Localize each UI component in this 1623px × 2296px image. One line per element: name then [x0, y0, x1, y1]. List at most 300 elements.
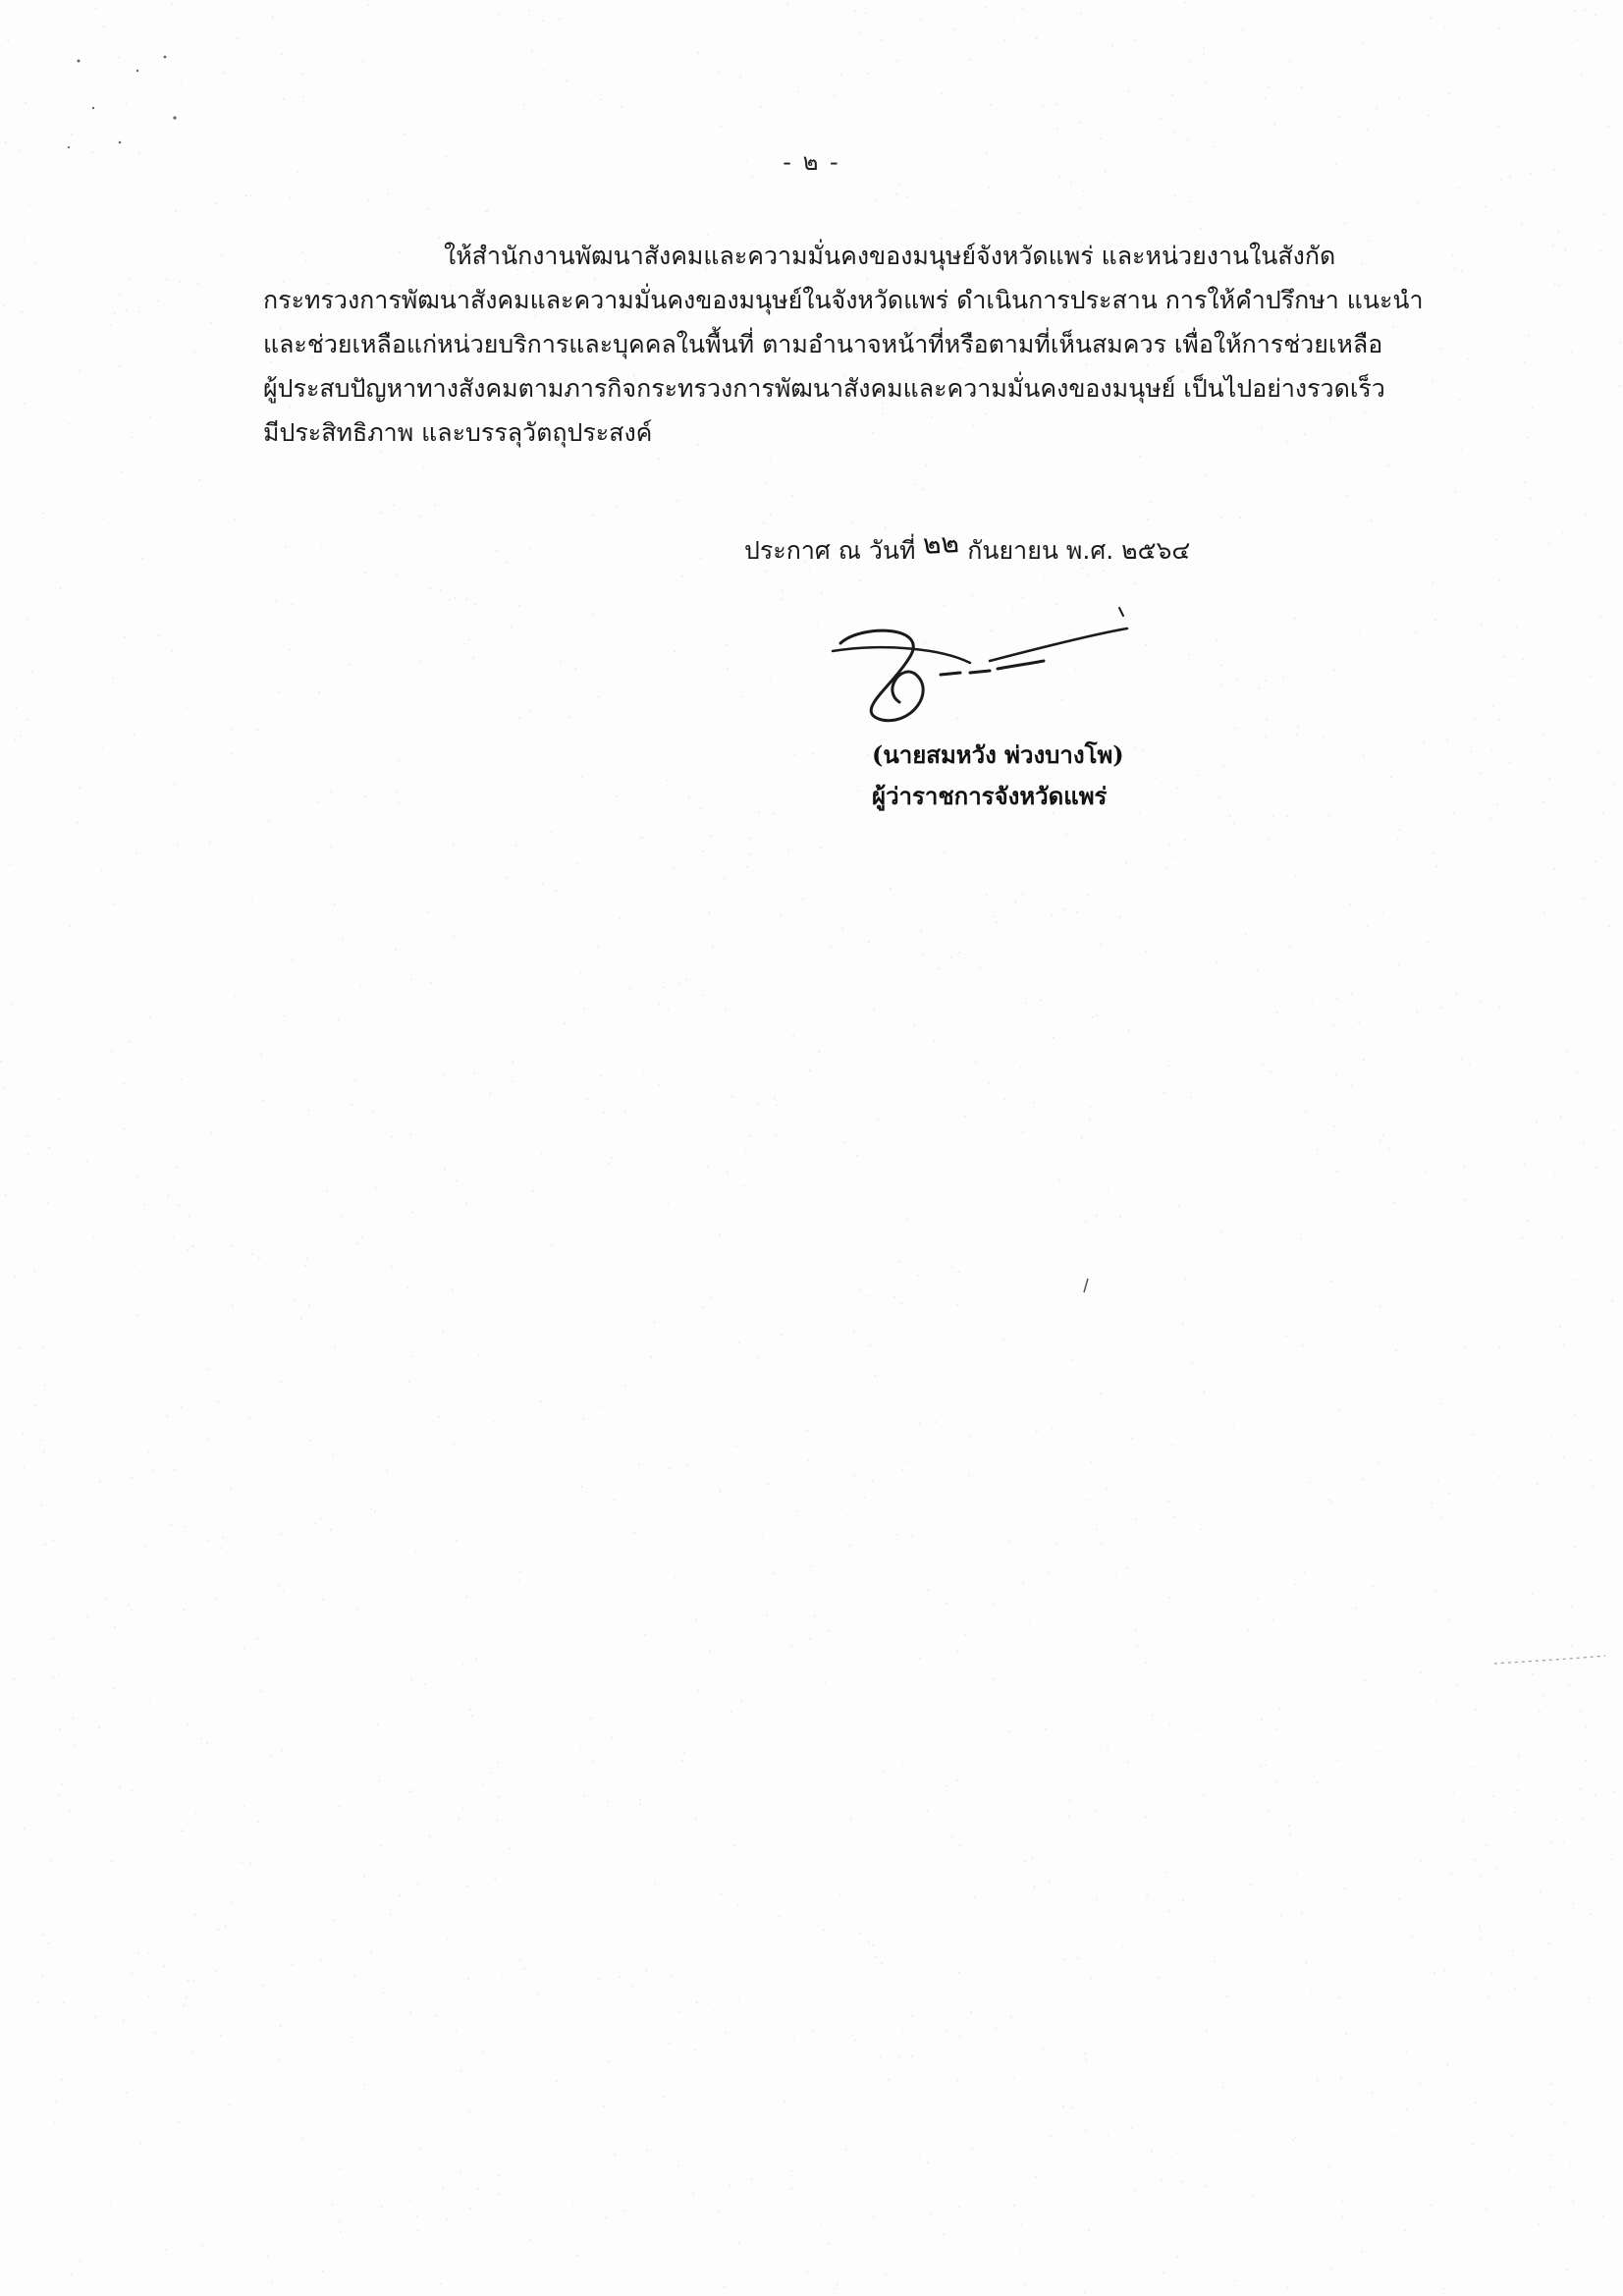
scan-speck: [1035, 37, 1037, 39]
scan-speck: [667, 1009, 669, 1011]
scan-speck: [1171, 94, 1173, 96]
scan-speck: [1620, 342, 1622, 344]
scan-speck: [688, 797, 690, 799]
scan-speck: [1276, 1728, 1278, 1730]
scan-speck: [738, 2242, 740, 2244]
scan-speck: [61, 2079, 63, 2081]
scan-speck: [275, 601, 277, 603]
scan-speck: [1420, 1671, 1422, 1673]
scan-speck: [1282, 677, 1284, 679]
scan-speck: [859, 580, 861, 582]
scan-speck: [1057, 128, 1059, 130]
scan-speck: [404, 134, 406, 136]
scan-speck: [114, 903, 116, 905]
scan-speck: [469, 1709, 471, 1711]
scan-speck: [1393, 1202, 1395, 1204]
scan-speck: [86, 1615, 88, 1617]
scan-speck: [1031, 1857, 1033, 1859]
scan-speck: [730, 2185, 731, 2187]
scan-speck: [518, 1581, 520, 1583]
scan-speck: [195, 1812, 197, 1814]
scan-speck: [843, 1141, 845, 1143]
scan-speck: [285, 546, 287, 548]
scan-speck: [750, 838, 752, 840]
scan-speck: [416, 2215, 418, 2217]
scan-speck: [232, 1902, 234, 1904]
scan-speck: [442, 2187, 444, 2189]
scan-speck: [1498, 579, 1500, 581]
scan-speck: [419, 661, 421, 663]
scan-speck: [989, 188, 991, 190]
scan-speck: [1542, 735, 1544, 737]
scan-speck: [232, 1245, 234, 1247]
scan-speck: [1399, 830, 1401, 832]
scan-speck: [1295, 876, 1297, 878]
scan-speck: [440, 2283, 442, 2285]
scan-speck: [219, 235, 221, 237]
scan-speck: [1474, 1859, 1476, 1861]
scan-speck: [176, 7, 178, 9]
scan-speck: [1475, 719, 1477, 721]
scan-speck: [1261, 1766, 1263, 1768]
scan-speck: [1080, 13, 1082, 15]
scan-speck: [387, 193, 389, 195]
scan-speck: [175, 210, 177, 212]
scan-speck: [167, 1195, 169, 1197]
scan-speck: [979, 967, 981, 969]
scan-speck: [465, 1597, 467, 1599]
scan-speck: [37, 2002, 39, 2004]
scan-speck: [151, 1470, 153, 1472]
body-line: และช่วยเหลือแก่หน่วยบริการและบุคคลในพื้นที่ ตามอำนาจหน้าที่หรือตามที่เห็นสมควร เพื่อให้การช่วยเหลือ: [263, 330, 1383, 358]
scan-speck: [158, 634, 160, 636]
scan-speck: [695, 1618, 697, 1620]
scan-speck: [787, 4, 789, 6]
scan-speck: [1204, 1392, 1206, 1394]
scan-speck: [634, 1532, 636, 1534]
scan-speck: [829, 1630, 831, 1632]
scan-speck: [74, 1745, 76, 1747]
scan-speck: [1498, 1476, 1500, 1478]
scan-speck: [964, 1116, 966, 1118]
scan-speck: [1480, 1929, 1482, 1931]
scan-speck: [179, 1204, 181, 1206]
scan-speck: [417, 2230, 419, 2232]
scan-speck: [109, 2201, 111, 2203]
scan-speck: [543, 70, 545, 72]
scan-speck: [1242, 29, 1244, 31]
scan-speck: [1138, 813, 1140, 815]
scan-speck: [941, 93, 943, 95]
scan-speck: [69, 423, 71, 425]
scan-speck: [1190, 61, 1192, 63]
scan-speck: [387, 1470, 389, 1472]
scan-speck: [257, 1822, 259, 1824]
scan-speck: [429, 587, 431, 589]
scan-speck: [615, 2155, 617, 2157]
scan-speck: [1347, 495, 1349, 497]
scan-speck: [791, 495, 793, 497]
scan-speck: [880, 2056, 882, 2058]
scan-speck: [302, 74, 304, 76]
scan-speck: [902, 2029, 904, 2031]
scan-speck: [1089, 1500, 1091, 1502]
scan-speck: [210, 1132, 212, 1134]
scan-speck: [1448, 1493, 1450, 1495]
scan-speck: [415, 1552, 417, 1554]
scan-speck: [958, 1972, 960, 1974]
announcement-date: [744, 528, 1190, 572]
scan-speck: [1331, 1281, 1333, 1283]
scan-speck: [719, 1234, 721, 1236]
scan-speck: [260, 1690, 262, 1692]
scan-speck: [587, 1492, 589, 1494]
scan-speck: [695, 1818, 697, 1820]
scan-speck: [1539, 2223, 1541, 2225]
scan-speck: [1168, 1597, 1170, 1599]
scan-speck: [821, 592, 823, 594]
scan-speck: [1135, 2190, 1137, 2192]
scan-speck: [362, 61, 364, 63]
scan-speck: [101, 747, 103, 749]
scan-speck: [1328, 1500, 1330, 1502]
scan-speck: [456, 1180, 458, 1182]
scan-speck: [380, 1845, 382, 1847]
scan-speck: [919, 1658, 921, 1660]
scan-speck: [885, 2273, 887, 2275]
scan-speck: [417, 1884, 419, 1886]
scan-speck: [1215, 1961, 1217, 1963]
scan-speck: [1532, 408, 1534, 410]
scan-speck: [990, 104, 992, 106]
scan-speck: [971, 2011, 973, 2013]
scan-speck: [134, 734, 135, 736]
scan-speck: [598, 696, 600, 698]
scan-speck: [1247, 1629, 1249, 1631]
scan-speck: [149, 416, 151, 418]
scan-speck: [334, 903, 336, 905]
scan-speck: [595, 93, 597, 95]
scan-speck: [624, 1111, 626, 1113]
scan-speck: [1555, 1819, 1557, 1821]
scan-speck: [180, 1830, 182, 1831]
scan-speck: [784, 2101, 786, 2103]
scan-speck: [192, 1245, 194, 1247]
scan-speck: [124, 1128, 126, 1130]
scan-speck: [1548, 1942, 1550, 1944]
scan-speck: [455, 2030, 457, 2032]
scan-speck: [428, 911, 430, 913]
scan-speck: [727, 668, 729, 670]
scan-speck: [1453, 1793, 1455, 1795]
scan-speck: [819, 1051, 821, 1053]
scan-speck: [125, 1830, 127, 1831]
scan-speck: [1342, 2216, 1344, 2218]
scan-speck: [854, 10, 856, 12]
scan-speck: [600, 1075, 602, 1077]
scan-speck: [935, 1421, 937, 1423]
scan-speck: [282, 1590, 284, 1592]
scan-mark: [1078, 1277, 1094, 1296]
scan-speck: [1566, 1051, 1568, 1053]
scan-speck: [1481, 1002, 1483, 1004]
scan-speck: [1290, 1833, 1292, 1835]
scan-speck: [1111, 45, 1113, 47]
scan-speck: [3, 1087, 5, 1089]
scan-speck: [1475, 1709, 1477, 1711]
scan-speck: [1456, 1684, 1458, 1686]
scan-speck: [1608, 126, 1610, 128]
scan-speck: [1196, 1727, 1198, 1729]
scan-speck: [1330, 2269, 1332, 2270]
scan-speck: [1185, 1278, 1187, 1280]
scan-speck: [220, 2035, 222, 2037]
scan-speck: [452, 1289, 454, 1291]
scan-speck: [1513, 1950, 1515, 1952]
scan-speck: [322, 2270, 324, 2272]
scan-speck: [706, 2003, 708, 2005]
scan-speck: [1498, 1007, 1500, 1009]
scan-speck: [1020, 2223, 1022, 2225]
scan-speck: [927, 1810, 929, 1812]
scan-speck: [1434, 1972, 1435, 1974]
scan-speck: [1317, 1782, 1319, 1784]
scan-speck: [1590, 1460, 1592, 1462]
scan-speck: [1388, 1148, 1390, 1150]
scan-speck: [138, 311, 140, 313]
scan-speck: [1173, 1516, 1175, 1518]
scan-speck: [769, 678, 771, 680]
scan-speck: [1270, 1071, 1271, 1073]
scan-speck: [462, 1808, 464, 1810]
scan-speck: [1305, 1111, 1307, 1113]
scan-speck: [408, 1381, 410, 1383]
scan-speck: [1570, 2163, 1572, 2165]
scan-speck: [643, 1073, 645, 1075]
scan-speck: [725, 1009, 727, 1011]
scan-speck: [139, 2142, 141, 2144]
scan-speck: [958, 2207, 960, 2209]
scan-speck: [1551, 313, 1553, 315]
scan-speck: [148, 1451, 150, 1453]
scan-speck: [569, 717, 571, 719]
scan-speck: [1089, 1120, 1091, 1121]
scan-speck: [232, 753, 234, 755]
scan-speck: [136, 1176, 138, 1178]
scan-speck: [1488, 1996, 1490, 1998]
scan-speck: [440, 589, 442, 591]
scan-speck: [1524, 1164, 1526, 1166]
scan-speck: [1436, 1701, 1438, 1703]
scan-speck: [1085, 1222, 1087, 1224]
scan-speck: [865, 13, 867, 15]
scan-speck: [48, 1942, 50, 1944]
scan-speck: [920, 20, 922, 22]
scan-speck: [1543, 912, 1545, 914]
scan-speck: [318, 801, 320, 803]
scan-speck: [813, 753, 815, 755]
scan-speck: [750, 853, 752, 855]
scan-speck: [702, 850, 704, 852]
scan-speck: [523, 1968, 525, 1970]
page-number: - ๒ -: [783, 148, 840, 176]
scan-speck: [478, 2188, 480, 2190]
scan-speck: [677, 2011, 679, 2013]
scan-speck: [469, 2208, 471, 2210]
scan-speck: [267, 2256, 269, 2258]
scan-speck: [1536, 1121, 1538, 1123]
scan-speck: [294, 1300, 296, 1302]
scan-speck: [1311, 1990, 1313, 1992]
scan-speck: [654, 1883, 656, 1885]
scan-speck: [323, 1599, 325, 1601]
scan-speck: [1245, 934, 1247, 936]
scan-speck: [498, 1796, 500, 1798]
scan-speck: [1185, 840, 1187, 842]
scan-speck: [1496, 803, 1498, 805]
scan-speck: [132, 1790, 134, 1792]
scan-speck: [374, 1510, 376, 1512]
scan-speck: [538, 1994, 540, 1995]
scan-speck: [1286, 816, 1288, 818]
scan-speck: [99, 1481, 101, 1483]
scan-speck: [523, 104, 525, 106]
scan-speck: [1096, 1215, 1098, 1217]
scan-speck: [1042, 106, 1044, 108]
scan-speck: [40, 1440, 42, 1442]
scan-speck: [282, 53, 284, 55]
scan-speck: [851, 2035, 853, 2037]
scan-speck: [1097, 1529, 1099, 1531]
scan-speck: [271, 1756, 273, 1758]
scan-speck: [1600, 250, 1602, 251]
scan-speck: [1114, 1573, 1116, 1575]
scan-speck: [232, 1305, 234, 1307]
scan-speck: [954, 28, 956, 30]
scan-speck: [711, 836, 713, 838]
scan-speck: [676, 500, 678, 502]
scan-speck: [988, 1082, 990, 1084]
scan-speck: [1163, 1092, 1165, 1094]
scan-speck: [1453, 812, 1455, 814]
scan-speck: [792, 2040, 794, 2042]
scan-speck: [1468, 358, 1470, 360]
scan-speck: [1503, 656, 1505, 658]
scan-speck: [0, 1061, 2, 1063]
scan-speck: [1580, 1711, 1582, 1713]
scan-speck: [743, 1185, 745, 1187]
scan-speck: [468, 639, 470, 641]
scan-speck: [867, 754, 869, 756]
scan-speck: [1563, 1456, 1565, 1458]
scan-speck: [410, 978, 412, 980]
scan-speck: [1238, 2128, 1240, 2130]
scan-speck: [1053, 1037, 1055, 1039]
scan-speck: [709, 1651, 711, 1653]
scan-speck: [1176, 2256, 1178, 2258]
scan-speck: [1463, 1199, 1465, 1201]
scan-speck: [509, 1848, 511, 1850]
date-day: ๒๒: [922, 526, 961, 561]
scan-speck: [1177, 2153, 1179, 2155]
scan-speck: [876, 1956, 878, 1958]
scan-speck: [111, 1051, 113, 1053]
scan-speck: [1288, 1826, 1290, 1828]
scan-speck: [601, 99, 603, 101]
scan-speck: [1152, 1715, 1154, 1717]
scan-speck: [968, 1474, 970, 1476]
scan-speck: [1140, 456, 1142, 458]
scan-speck: [86, 1161, 88, 1163]
scan-speck: [217, 1929, 219, 1931]
scan-speck: [1585, 898, 1587, 900]
scan-speck: [364, 795, 366, 797]
scan-speck: [875, 199, 877, 201]
scan-speck: [1425, 1170, 1427, 1172]
scan-speck: [1292, 2140, 1294, 2142]
scan-speck: [181, 1078, 183, 1080]
scan-speck: [1549, 2187, 1551, 2189]
scan-speck: [1013, 2205, 1015, 2207]
scan-speck: [7, 39, 9, 41]
scan-speck: [450, 599, 452, 601]
scan-speck: [738, 1342, 740, 1344]
scan-speck: [1143, 749, 1145, 751]
scan-speck: [1146, 1897, 1148, 1899]
scan-speck: [530, 2239, 532, 2241]
scan-speck: [334, 1919, 336, 1921]
body-line: กระทรวงการพัฒนาสังคมและความมั่นคงของมนุษย์ในจังหวัดแพร่ ดำเนินการประสาน การให้คำปรึกษา แนะนำ: [263, 286, 1424, 314]
scan-speck: [113, 1687, 115, 1689]
scan-speck: [418, 2148, 420, 2150]
scan-speck: [465, 1202, 467, 1204]
scan-speck: [62, 1783, 64, 1785]
scan-speck: [964, 1634, 966, 1636]
scan-speck: [975, 1062, 977, 1064]
scan-speck: [576, 2255, 578, 2257]
scan-speck: [992, 1678, 994, 1680]
scan-speck: [1585, 514, 1587, 516]
scan-speck: [580, 972, 582, 974]
scan-speck: [320, 1959, 322, 1961]
scan-speck: [444, 1073, 446, 1075]
scan-speck: [1012, 19, 1014, 21]
scan-speck: [1265, 1765, 1267, 1767]
scan-speck: [742, 696, 744, 698]
scan-speck: [851, 521, 853, 523]
scan-speck: [1444, 26, 1446, 27]
scan-speck: [170, 1524, 172, 1526]
scan-speck: [56, 2102, 58, 2104]
scan-speck: [560, 661, 562, 663]
scan-speck: [487, 209, 489, 211]
scan-speck: [707, 1166, 709, 1168]
scan-speck: [581, 776, 583, 778]
scan-speck: [397, 791, 399, 793]
scan-speck: [814, 1615, 816, 1617]
scan-speck: [1518, 1756, 1520, 1758]
scan-speck: [410, 1679, 412, 1681]
scan-speck: [957, 1651, 959, 1653]
scan-speck: [340, 1216, 342, 1218]
scan-speck: [1433, 852, 1434, 854]
scan-speck: [767, 1484, 769, 1486]
scan-speck: [502, 1974, 503, 1976]
scan-speck: [882, 1963, 884, 1965]
scan-speck: [302, 2138, 304, 2140]
scan-speck: [646, 2150, 648, 2152]
scan-speck: [400, 1895, 402, 1897]
